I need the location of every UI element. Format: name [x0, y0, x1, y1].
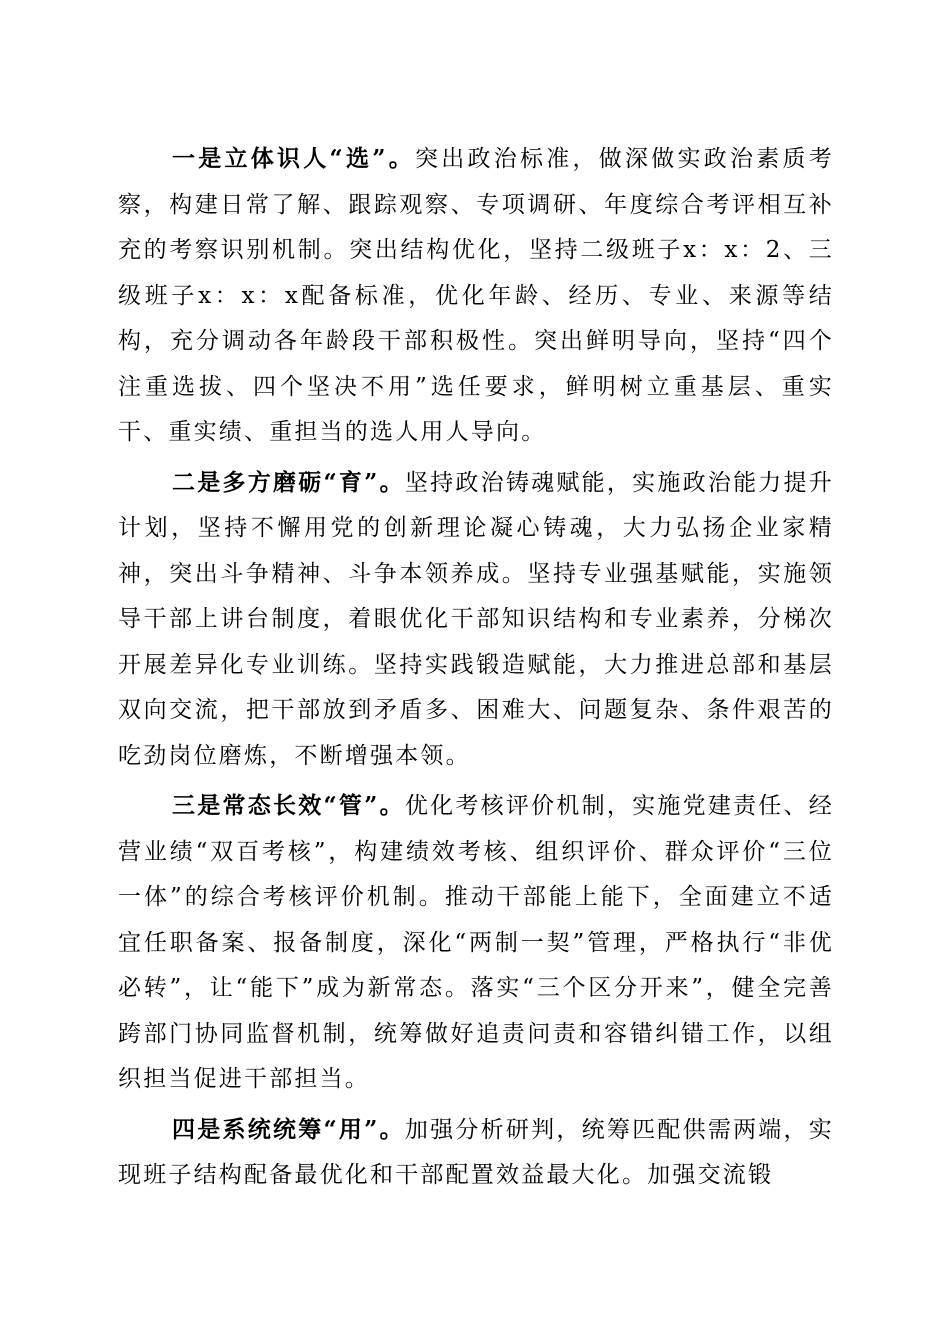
paragraph-text: 坚持政治铸魂赋能，实施政治能力提升计划，坚持不懈用党的创新理论凝心铸魂，大力弘扬企业家精神，突出斗争精神、斗争本领养成。坚持专业强基赋能，实施领导干部上讲台制度，着眼优化干部知识结构和专业素养，分梯次开展差异化专业训练。坚持实践锻造赋能，大力推进总部和基层双向交流，把干部放到矛盾多、困难大、问题复杂、条件艰苦的吃劲岗位磨炼，不断增强本领。: [118, 469, 834, 769]
paragraph-yu: [118, 460, 834, 780]
paragraph-lead: 三是常态长效“管”。: [172, 792, 405, 819]
paragraph-text: 优化考核评价机制，实施党建责任、经营业绩“双百考核”，构建绩效考核、组织评价、群众评价“三位一体”的综合考核评价机制。推动干部能上能下，全面建立不适宜任职备案、报备制度，深化“两制一契”管理，严格执行“非优必转”，让“能下”成为新常态。落实“三个区分开来”，健全完善跨部门协同监督机制，统筹做好追责问责和容错纠错工作，以组织担当促进干部担当。: [118, 793, 834, 1092]
paragraph-xuan: [118, 136, 834, 456]
paragraph-lead: 二是多方磨砺“育”。: [172, 468, 405, 496]
paragraph-lead: 一是立体识人“选”。: [172, 145, 415, 172]
paragraph-text: 突出政治标准，做深做实政治素质考察，构建日常了解、跟踪观察、专项调研、年度综合考评相互补充的考察识别机制。突出结构优化，坚持二级班子x：x：2、三级班子x：x：x配备标准，优化年龄、经历、专业、来源等结构，充分调动各年龄段干部积极性。突出鲜明导向，坚持“四个注重选拔、四个坚决不用”选任要求，鲜明树立重基层、重实干、重实绩、重担当的选人用人导向。: [118, 146, 834, 445]
paragraph-lead: 四是系统统筹“用”。: [172, 1115, 405, 1143]
document-body: [118, 136, 834, 1203]
paragraph-text: 加强分析研判，统筹匹配供需两端，实现班子结构配备最优化和干部配置效益最大化。加强交流锻: [118, 1116, 834, 1188]
paragraph-guan: [118, 783, 834, 1103]
paragraph-yong: [118, 1107, 834, 1199]
